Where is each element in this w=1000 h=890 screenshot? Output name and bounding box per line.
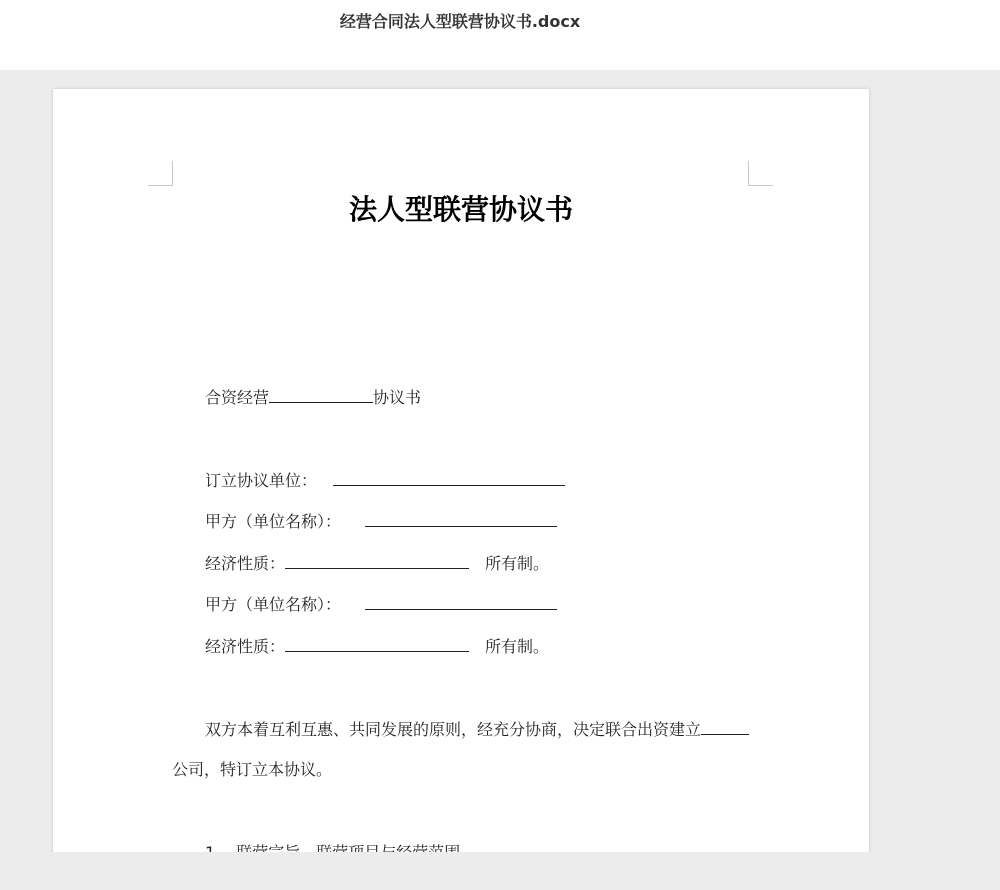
document-heading: 法人型联营协议书 (348, 193, 573, 226)
fill-blank (285, 635, 469, 652)
line-suffix: 协议书 (373, 388, 422, 407)
party-a-name-line (205, 510, 557, 533)
paragraph-text: 双方本着互利互惠、共同发展的原则，经充分协商，决定联合出资建立 (205, 720, 702, 739)
status-bar (0, 852, 1000, 890)
fill-blank (701, 718, 749, 735)
line-label: 合资经营 (205, 388, 270, 407)
line-label: 经济性质： (205, 637, 286, 656)
contracting-units-line (205, 469, 565, 492)
line-suffix: 所有制。 (485, 554, 550, 573)
party-a-nature-line (205, 552, 549, 575)
line-label: 甲方（单位名称）： (205, 512, 342, 531)
margin-corner-mark (148, 161, 173, 186)
paragraph-line (172, 759, 332, 781)
paragraph-line (205, 718, 749, 741)
party-b-name-line (205, 593, 557, 616)
title-bar (0, 0, 1000, 70)
line-label: 甲方（单位名称）： (205, 595, 342, 614)
line-suffix: 所有制。 (485, 637, 550, 656)
fill-blank (365, 510, 557, 527)
document-page[interactable] (53, 89, 869, 879)
document-filename: 经营合同法人型联营协议书.docx (339, 12, 581, 31)
paragraph-text: 公司，特订立本协议。 (172, 760, 333, 779)
line-label: 订立协议单位： (205, 471, 318, 490)
line-label: 经济性质： (205, 554, 286, 573)
fill-blank (365, 593, 557, 610)
margin-corner-mark (748, 161, 773, 186)
fill-blank (333, 469, 565, 486)
agreement-name-line (205, 386, 421, 409)
fill-blank (269, 386, 373, 403)
fill-blank (285, 552, 469, 569)
party-b-nature-line (205, 635, 549, 658)
